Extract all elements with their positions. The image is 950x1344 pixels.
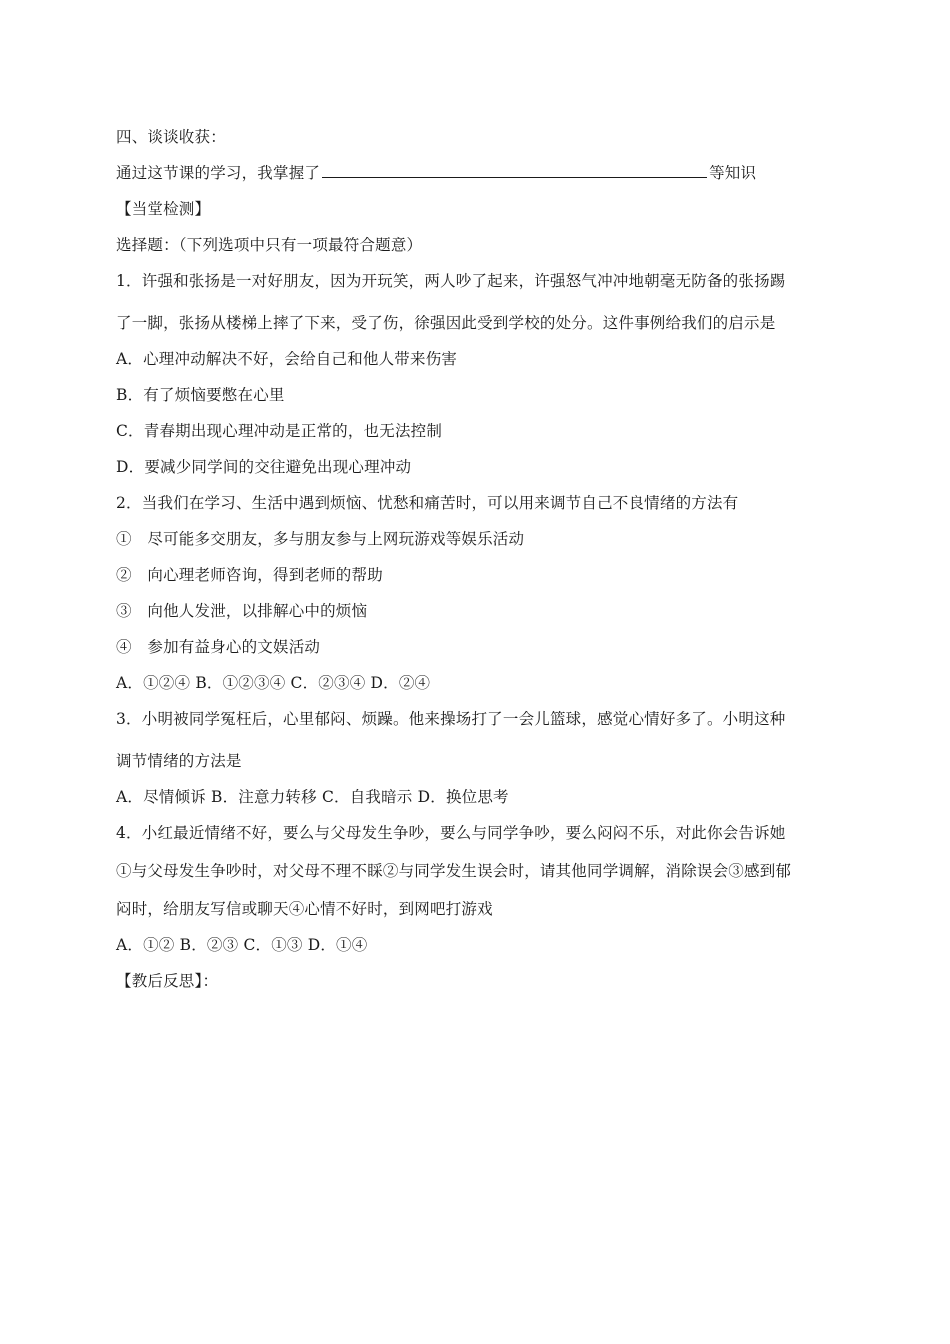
q3-options: A．尽情倾诉 B．注意力转移 C．自我暗示 D．换位思考 xyxy=(116,788,509,806)
teaching-reflection-heading: 【教后反思】： xyxy=(116,972,219,990)
q3-stem-line1: 3．小明被同学冤枉后，心里郁闷、烦躁。他来操场打了一会儿篮球，感觉心情好多了。小明这种 xyxy=(116,710,786,728)
gains-suffix: 等知识 xyxy=(709,164,757,182)
q4-stem-line1: 4．小红最近情绪不好，要么与父母发生争吵，要么与同学争吵，要么闷闷不乐，对此你会告诉她 xyxy=(116,824,786,842)
classroom-check-heading: 【当堂检测】 xyxy=(116,200,211,218)
q2-item-2: ② 向心理老师咨询，得到老师的帮助 xyxy=(116,566,383,584)
q2-stem: 2．当我们在学习、生活中遇到烦恼、忧愁和痛苦时，可以用来调节自己不良情绪的方法有 xyxy=(116,494,739,512)
q1-stem-line1: 1．许强和张扬是一对好朋友，因为开玩笑，两人吵了起来，许强怒气冲冲地朝毫无防备的张扬踢 xyxy=(116,272,786,290)
q2-item-3: ③ 向他人发泄，以排解心中的烦恼 xyxy=(116,602,368,620)
answer-blank[interactable] xyxy=(322,163,707,178)
gains-fill-in-line xyxy=(116,162,756,184)
q2-item-1: ① 尽可能多交朋友，多与朋友参与上网玩游戏等娱乐活动 xyxy=(116,530,525,548)
q1-option-d: D．要减少同学间的交往避免出现心理冲动 xyxy=(116,458,412,476)
section-heading-gains: 四、谈谈收获： xyxy=(116,128,226,146)
q1-stem-line2: 了一脚，张扬从楼梯上摔了下来，受了伤，徐强因此受到学校的处分。这件事例给我们的启示是 xyxy=(116,314,776,332)
q4-stem-line3: 闷时，给朋友写信或聊天④心情不好时，到网吧打游戏 xyxy=(116,900,493,918)
q2-item-4: ④ 参加有益身心的文娱活动 xyxy=(116,638,321,656)
q1-option-c: C．青春期出现心理冲动是正常的，也无法控制 xyxy=(116,422,443,440)
q4-stem-line2: ①与父母发生争吵时，对父母不理不睬②与同学发生误会时，请其他同学调解，消除误会③感到郁 xyxy=(116,862,792,880)
q4-options: A．①② B．②③ C．①③ D．①④ xyxy=(116,936,368,954)
gains-prefix: 通过这节课的学习，我掌握了 xyxy=(116,164,321,182)
q1-option-b: B．有了烦恼要憋在心里 xyxy=(116,386,285,404)
choice-instructions: 选择题：（下列选项中只有一项最符合题意） xyxy=(116,236,423,254)
q2-options: A．①②④ B．①②③④ C．②③④ D．②④ xyxy=(116,674,431,692)
q3-stem-line2: 调节情绪的方法是 xyxy=(116,752,242,770)
q1-option-a: A．心理冲动解决不好，会给自己和他人带来伤害 xyxy=(116,350,458,368)
